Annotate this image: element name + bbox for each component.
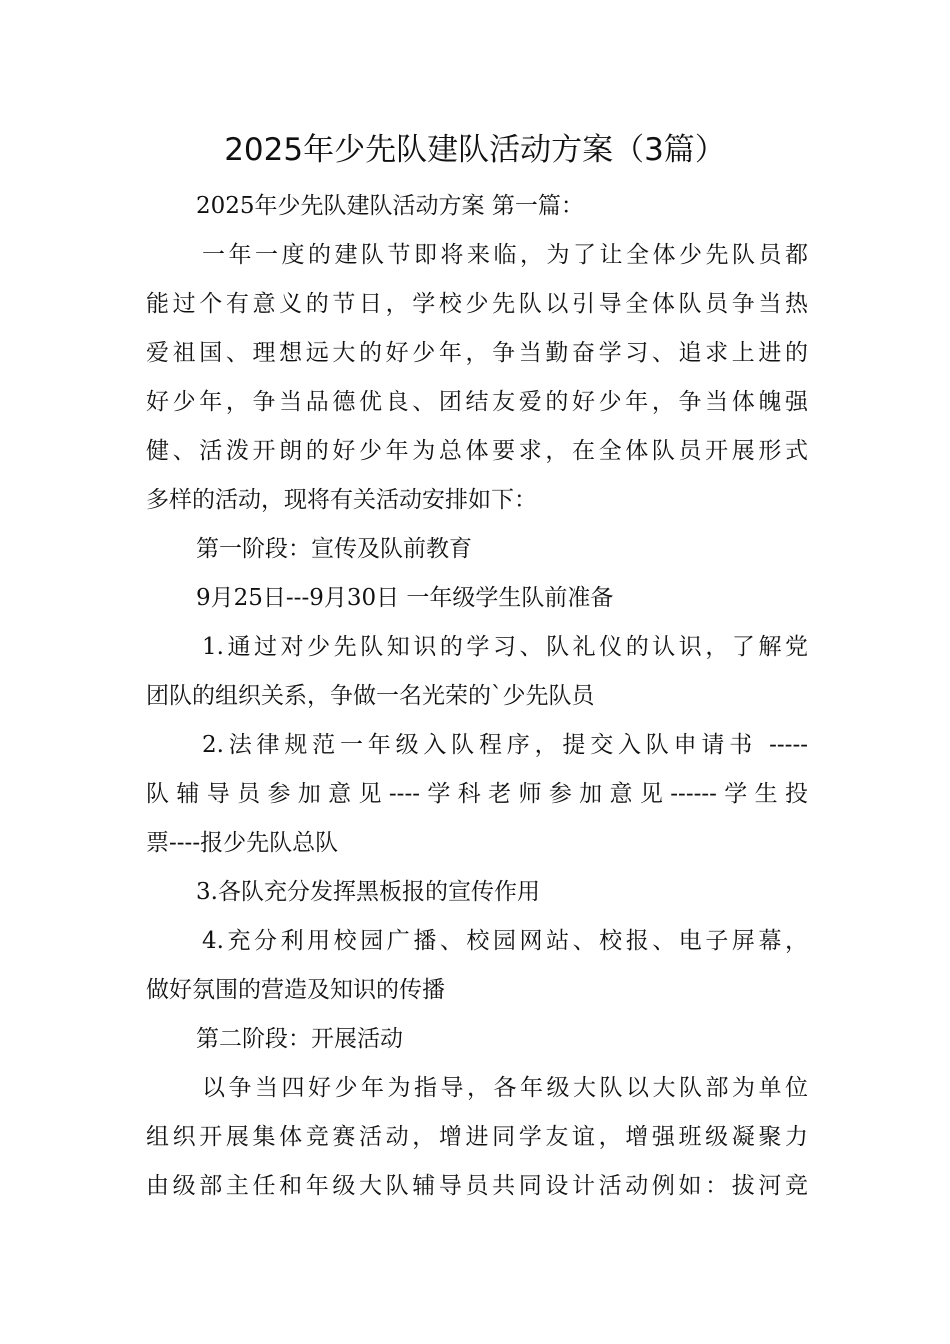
document-title: 2025年少先队建队活动方案（3篇） bbox=[224, 132, 726, 168]
text-line: 做好氛围的营造及知识的传播 bbox=[146, 977, 445, 1003]
section-heading: 第二阶段：开展活动 bbox=[196, 1026, 403, 1052]
text-line: 多样的活动，现将有关活动安排如下： bbox=[146, 487, 537, 513]
text-line: 爱祖国、理想远大的好少年，争当勤奋学习、追求上进的 bbox=[146, 340, 808, 366]
text-line: 票----报少先队总队 bbox=[146, 830, 339, 856]
text-line: 9月25日---9月30日 一年级学生队前准备 bbox=[196, 585, 614, 611]
text-line: 好少年，争当品德优良、团结友爱的好少年，争当体魄强 bbox=[146, 389, 808, 415]
text-line: 队辅导员参加意见----学科老师参加意见------学生投 bbox=[146, 781, 808, 807]
text-line: 健、活泼开朗的好少年为总体要求，在全体队员开展形式 bbox=[146, 438, 808, 464]
text-line: 1.通过对少先队知识的学习、队礼仪的认识，了解党 bbox=[202, 634, 808, 660]
section-heading: 第一阶段：宣传及队前教育 bbox=[196, 536, 472, 562]
text-line: 2.法律规范一年级入队程序，提交入队申请书 ----- bbox=[202, 732, 808, 758]
text-line: 组织开展集体竞赛活动，增进同学友谊，增强班级凝聚力 bbox=[146, 1124, 808, 1150]
text-line: 团队的组织关系，争做一名光荣的`少先队员 bbox=[146, 683, 595, 709]
text-line: 由级部主任和年级大队辅导员共同设计活动例如：拔河竞 bbox=[146, 1173, 808, 1199]
text-line: 4.充分利用校园广播、校园网站、校报、电子屏幕， bbox=[202, 928, 808, 954]
text-line: 2025年少先队建队活动方案 第一篇： bbox=[196, 193, 584, 219]
text-line: 3.各队充分发挥黑板报的宣传作用 bbox=[196, 879, 540, 905]
text-line: 一年一度的建队节即将来临，为了让全体少先队员都 bbox=[202, 242, 808, 268]
document-body bbox=[146, 182, 808, 1211]
text-line: 以争当四好少年为指导，各年级大队以大队部为单位 bbox=[202, 1075, 808, 1101]
text-line: 能过个有意义的节日，学校少先队以引导全体队员争当热 bbox=[146, 291, 808, 317]
